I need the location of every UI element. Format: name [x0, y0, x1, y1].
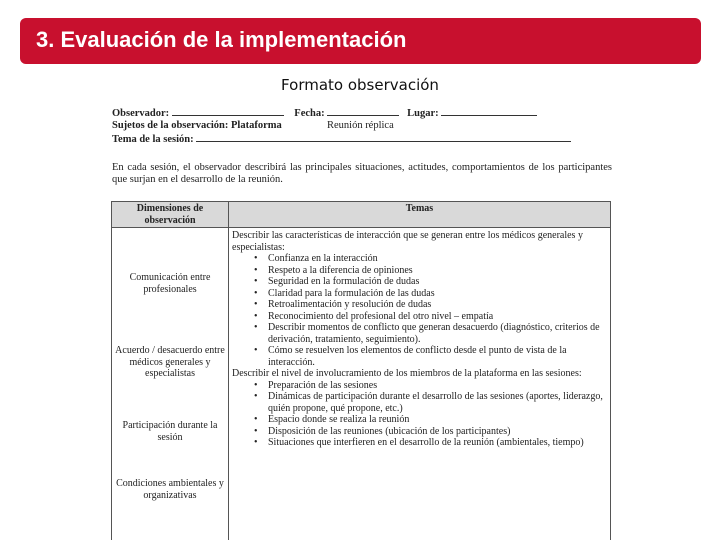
subjects-label: Sujetos de la observación: Plataforma — [112, 120, 282, 131]
place-field — [441, 106, 537, 116]
document-title: Formato observación — [281, 76, 439, 94]
involvement-topics-list — [232, 380, 607, 449]
list-item: • Situaciones que interfieren en el desarrollo de la reunión (ambientales, tiempo) — [268, 437, 607, 449]
list-item: • Respeto a la diferencia de opiniones — [268, 265, 607, 277]
date-label: Fecha: — [294, 108, 325, 119]
observation-table — [111, 201, 611, 540]
list-item: • Retroalimentación y resolución de dudas — [268, 299, 607, 311]
list-item: • Espacio donde se realiza la reunión — [268, 414, 607, 426]
topics-header: Temas — [229, 202, 611, 228]
list-item: • Preparación de las sesiones — [268, 380, 607, 392]
topics-intro-interaction: Describir las características de interacción que se generan entre los médicos generales y especialistas: — [232, 230, 583, 253]
observer-field — [172, 106, 284, 116]
instructions-paragraph: En cada sesión, el observador describirá las principales situaciones, actitudes, comportamientos de los participantes que surjan en el desarrollo de la reunión. — [112, 162, 612, 185]
date-field — [327, 106, 399, 116]
list-item: • Disposición de las reuniones (ubicación de los participantes) — [268, 426, 607, 438]
form-line-subjects — [112, 120, 612, 132]
form-line-topic — [112, 132, 612, 146]
topic-label: Tema de la sesión: — [112, 134, 194, 145]
list-item: • Cómo se resuelven los elementos de conflicto desde el punto de vista de la interacción. — [268, 345, 607, 368]
list-item: • Describir momentos de conflicto que generan desacuerdo (diagnóstico, criterios de derivación, tratamiento, seguimiento). — [268, 322, 607, 345]
list-item: • Reconocimiento del profesional del otro nivel – empatía — [268, 311, 607, 323]
form-line-observer — [112, 106, 612, 120]
list-item: • Confianza en la interacción — [268, 253, 607, 265]
topics-cell — [229, 228, 611, 540]
topic-field — [196, 132, 571, 142]
table-row — [112, 228, 611, 540]
observer-label: Observador: — [112, 108, 170, 119]
slide-title: 3. Evaluación de la implementación — [36, 27, 407, 52]
topics-intro-involvement: Describir el nivel de involucramiento de los miembros de la plataforma en las sesiones: — [232, 368, 582, 379]
dimensions-header: Dimensiones de observación — [112, 202, 229, 228]
interaction-topics-list — [232, 253, 607, 368]
observation-form-header — [112, 106, 612, 146]
table-header-row — [112, 202, 611, 228]
list-item: • Claridad para la formulación de las dudas — [268, 288, 607, 300]
slide-header-bar — [20, 18, 701, 64]
list-item: • Seguridad en la formulación de dudas — [268, 276, 607, 288]
dimensions-cell — [112, 228, 229, 540]
dimension-participation: Participación durante la sesión — [122, 420, 218, 443]
list-item: • Dinámicas de participación durante el desarrollo de las sesiones (aportes, liderazgo, quién propone, qué propone, etc.) — [268, 391, 607, 414]
dimension-conditions: Condiciones ambientales y organizativas — [116, 478, 224, 501]
meeting-label: Reunión réplica — [326, 120, 394, 131]
dimension-agreement: Acuerdo / desacuerdo entre médicos generales y especialistas — [115, 345, 225, 379]
dimension-communication: Comunicación entre profesionales — [129, 272, 211, 295]
place-label: Lugar: — [407, 108, 439, 119]
